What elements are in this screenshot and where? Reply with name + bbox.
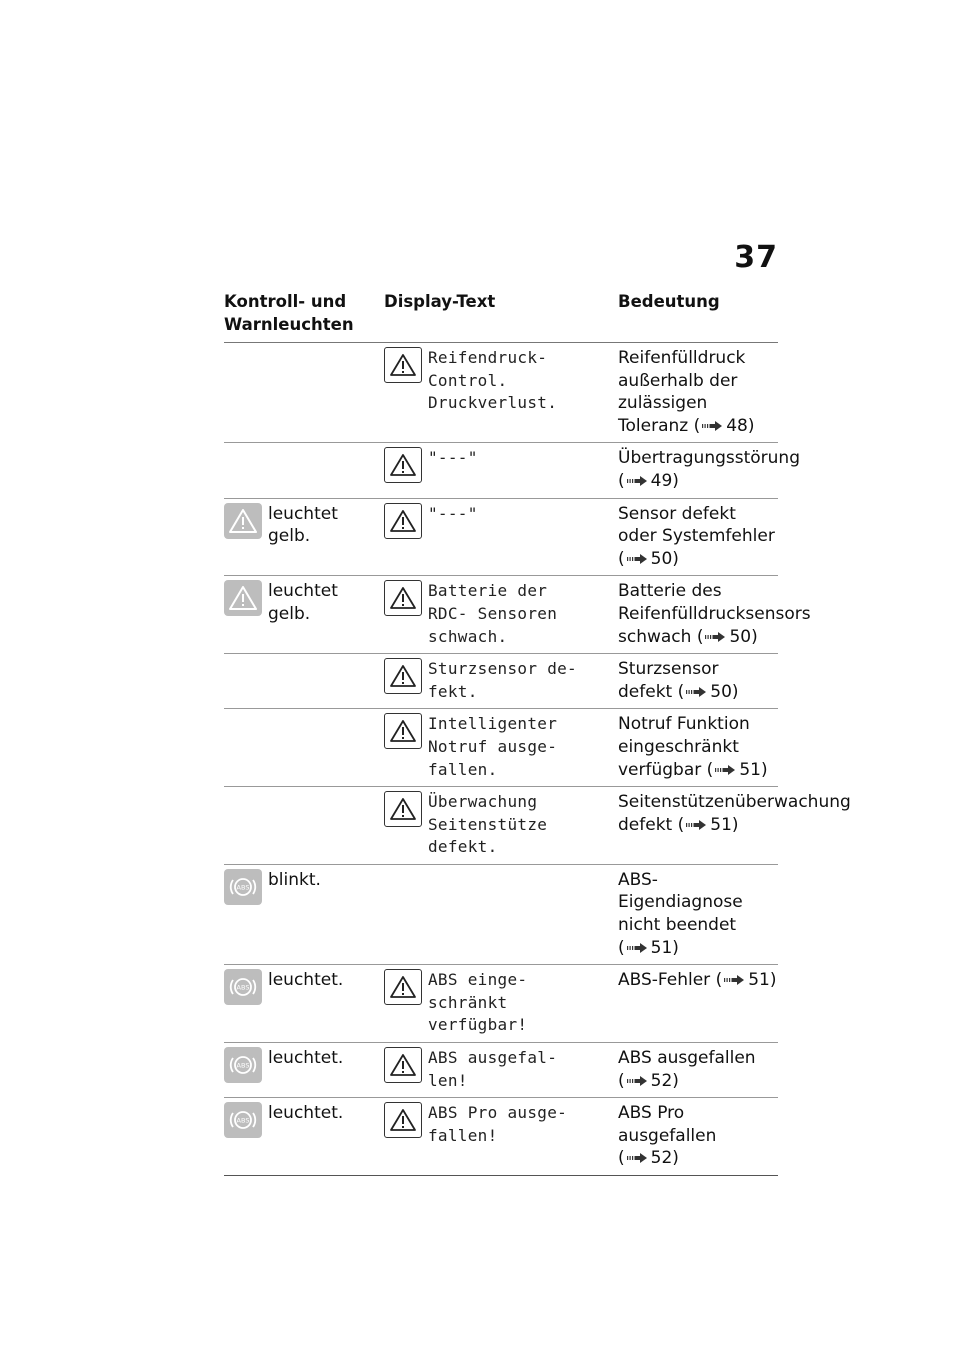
warning-triangle-icon	[384, 503, 422, 539]
page-arrow-icon	[626, 475, 648, 487]
display-text: Überwachung Seitenstütze defekt.	[428, 792, 548, 857]
warning-triangle-icon	[384, 1047, 422, 1083]
display-text: Intelligenter Notruf ausge- fallen.	[428, 714, 558, 779]
header-display-text: Display-Text	[384, 292, 496, 311]
display-text: "---"	[428, 503, 478, 523]
lamp-cell	[224, 580, 384, 648]
lamp-cell	[224, 1102, 384, 1170]
lamp-cell	[224, 869, 384, 959]
meaning-text: Übertragungsstörung	[618, 448, 800, 469]
page-reference: ( 52)	[618, 1148, 679, 1169]
lamp-cell	[224, 969, 384, 1037]
meaning-cell	[618, 1047, 778, 1092]
display-cell	[384, 347, 618, 437]
page-arrow-icon	[685, 686, 707, 698]
page-reference: ( 49)	[618, 470, 679, 491]
svg-text:ABS: ABS	[236, 983, 250, 992]
page-reference: ( 50)	[677, 681, 739, 702]
table-row	[224, 865, 778, 965]
lamp-cell	[224, 347, 384, 437]
lamp-cell	[224, 447, 384, 492]
header-lamps: Kontroll- und Warnleuchten	[224, 292, 354, 334]
warning-triangle-icon	[384, 447, 422, 483]
svg-text:ABS: ABS	[236, 1061, 250, 1070]
display-text: Reifendruck- Control. Druckverlust.	[428, 348, 558, 413]
meaning-text: ABS Pro ausgefallen	[618, 1103, 717, 1146]
display-text: Sturzsensor de- fekt.	[428, 659, 577, 701]
warning-triangle-icon	[384, 580, 422, 616]
table-header	[224, 290, 778, 343]
display-cell	[384, 1047, 618, 1092]
page-reference: ( 51)	[677, 814, 739, 835]
display-cell	[384, 713, 618, 781]
lamp-state-text: leuchtet.	[268, 1048, 344, 1069]
meaning-text: Seitenstützenüberwachung defekt	[618, 792, 851, 835]
meaning-cell	[618, 503, 778, 571]
lamp-state-text: leuchtet gelb.	[268, 581, 338, 624]
lamp-cell	[224, 713, 384, 781]
display-text: ABS Pro ausge- fallen!	[428, 1103, 568, 1145]
lamp-cell	[224, 503, 384, 571]
page-reference: ( 51)	[715, 970, 777, 991]
warning-triangle-icon	[384, 658, 422, 694]
meaning-cell	[618, 713, 778, 781]
meaning-text: ABS-Fehler	[618, 970, 711, 991]
display-cell	[384, 580, 618, 648]
page-reference: ( 52)	[618, 1070, 679, 1091]
lamp-cell	[224, 791, 384, 859]
meaning-cell	[618, 1102, 778, 1170]
meaning-cell	[618, 869, 778, 959]
page-arrow-icon	[626, 942, 648, 954]
meaning-text: ABS-Eigendiagnose nicht beendet	[618, 869, 743, 936]
page-arrow-icon	[704, 631, 726, 643]
warning-triangle-icon	[384, 347, 422, 383]
warning-triangle-icon	[384, 969, 422, 1005]
table-row	[224, 709, 778, 787]
display-cell	[384, 447, 618, 492]
svg-text:ABS: ABS	[236, 883, 250, 892]
lamp-state-text: leuchtet.	[268, 970, 344, 991]
table-row	[224, 343, 778, 443]
meaning-cell	[618, 969, 778, 1037]
warning-triangle-icon	[384, 1102, 422, 1138]
lamp-cell	[224, 1047, 384, 1092]
page-reference: ( 51)	[618, 937, 679, 958]
display-text: "---"	[428, 448, 478, 468]
lamp-state-text: blinkt.	[268, 869, 321, 890]
table-row	[224, 499, 778, 577]
page-arrow-icon	[685, 819, 707, 831]
meaning-text: Batterie des Reifenfülldrucksensors schwach	[618, 581, 811, 647]
table-row	[224, 787, 851, 865]
meaning-text: Sturzsensor defekt	[618, 659, 719, 702]
meaning-text: Sensor defekt oder Systemfehler	[618, 503, 775, 547]
header-meaning: Bedeutung	[618, 292, 720, 311]
display-text: Batterie der RDC- Sensoren schwach.	[428, 581, 558, 646]
meaning-text: Notruf Funktion eingeschränkt verfügbar	[618, 714, 750, 780]
page-arrow-icon	[626, 553, 648, 565]
table-row	[224, 1098, 778, 1176]
table-row	[224, 443, 800, 498]
warning-triangle-lamp-icon	[224, 580, 262, 616]
display-cell	[384, 1102, 618, 1170]
lamp-cell	[224, 658, 384, 703]
page-reference: ( 51)	[706, 759, 768, 780]
meaning-cell	[618, 658, 778, 703]
meaning-cell	[618, 580, 811, 648]
meaning-cell	[618, 447, 800, 492]
table-row	[224, 576, 811, 654]
page-arrow-icon	[701, 420, 723, 432]
page-reference: ( 50)	[696, 626, 758, 647]
meaning-cell	[618, 347, 778, 437]
meaning-cell	[618, 791, 851, 859]
display-text: ABS einge- schränkt verfügbar!	[428, 970, 528, 1035]
meaning-text: Reifenfülldruck außerhalb der zulässigen Toleranz	[618, 348, 746, 436]
abs-lamp-icon	[224, 969, 262, 1005]
page-arrow-icon	[626, 1152, 648, 1164]
display-cell	[384, 658, 618, 703]
display-cell	[384, 969, 618, 1037]
display-cell	[384, 503, 618, 571]
abs-lamp-icon	[224, 869, 262, 905]
page-arrow-icon	[626, 1075, 648, 1087]
page-arrow-icon	[723, 974, 745, 986]
warning-triangle-lamp-icon	[224, 503, 262, 539]
warning-lights-table	[224, 290, 851, 1176]
display-cell	[384, 791, 618, 859]
warning-triangle-icon	[384, 713, 422, 749]
page-arrow-icon	[714, 764, 736, 776]
table-row	[224, 654, 778, 709]
lamp-state-text: leuchtet.	[268, 1103, 344, 1124]
page-reference: ( 50)	[618, 548, 679, 569]
display-cell	[384, 869, 618, 959]
table-row	[224, 1043, 778, 1098]
page-number: 37	[734, 240, 778, 275]
lamp-state-text: leuchtet gelb.	[268, 503, 338, 547]
table-row	[224, 965, 778, 1043]
warning-triangle-icon	[384, 791, 422, 827]
meaning-text: ABS ausgefallen	[618, 1048, 756, 1069]
abs-lamp-icon	[224, 1047, 262, 1083]
svg-text:ABS: ABS	[236, 1116, 250, 1125]
page-reference: ( 48)	[693, 415, 755, 436]
abs-lamp-icon	[224, 1102, 262, 1138]
display-text: ABS ausgefal- len!	[428, 1048, 558, 1090]
